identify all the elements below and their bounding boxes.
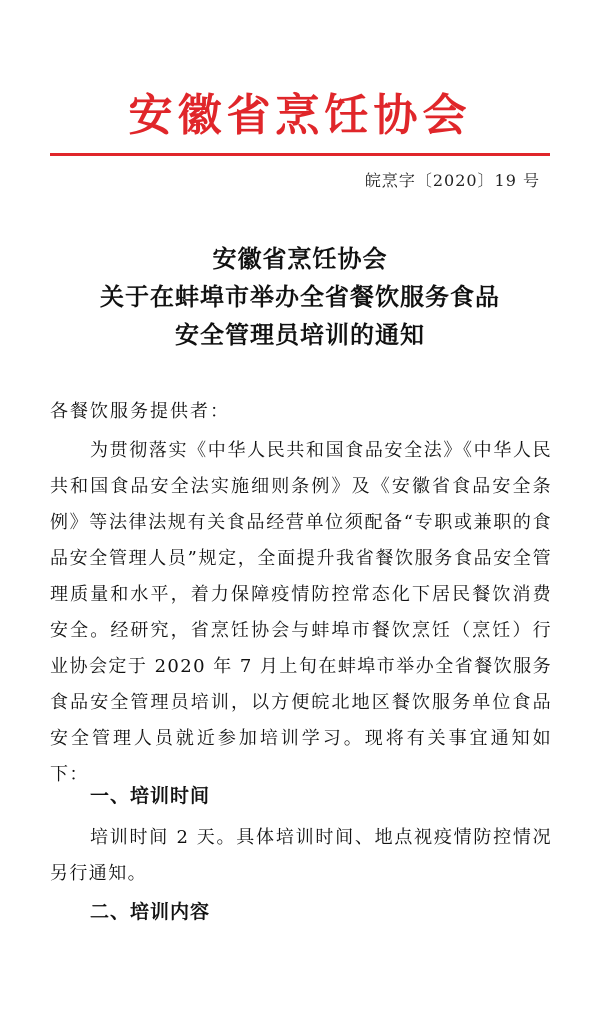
body-paragraph-2: 培训时间 2 天。具体培训时间、地点视疫情防控情况另行通知。 [50, 827, 552, 884]
title-line-3: 安全管理员培训的通知 [175, 321, 425, 349]
letterhead-title: 安徽省烹饪协会 [128, 90, 472, 141]
document-title [0, 240, 600, 354]
letterhead-divider [50, 153, 550, 156]
section-heading-training-content: 二、培训内容 [90, 901, 211, 923]
body-paragraph-1: 为贯彻落实《中华人民共和国食品安全法》《中华人民共和国食品安全法实施细则条例》及《安徽省食品安全条例》等法律法规有关食品经营单位须配备“专职或兼职的食品安全管理人员”规定，全面提升我省餐饮服务食品安全管理质量和水平，着力保障疫情防控常态化下居民餐饮消费安全。经研究，省烹饪协会与蚌埠市餐饮烹饪（烹饪）行业协会定于 2020 年 7 月上旬在蚌埠市举办全省餐饮服务食品安全管理员培训，以方便皖北地区餐饮服务单位食品安全管理人员就近参加培训学习。现将有关事宜通知如下： [50, 440, 552, 785]
title-line-2: 关于在蚌埠市举办全省餐饮服务食品 [100, 283, 500, 311]
title-line-1: 安徽省烹饪协会 [212, 245, 388, 273]
salutation: 各餐饮服务提供者： [50, 401, 230, 422]
document-number: 皖烹字〔2020〕19 号 [364, 171, 540, 190]
section-heading-training-time: 一、培训时间 [90, 785, 211, 807]
